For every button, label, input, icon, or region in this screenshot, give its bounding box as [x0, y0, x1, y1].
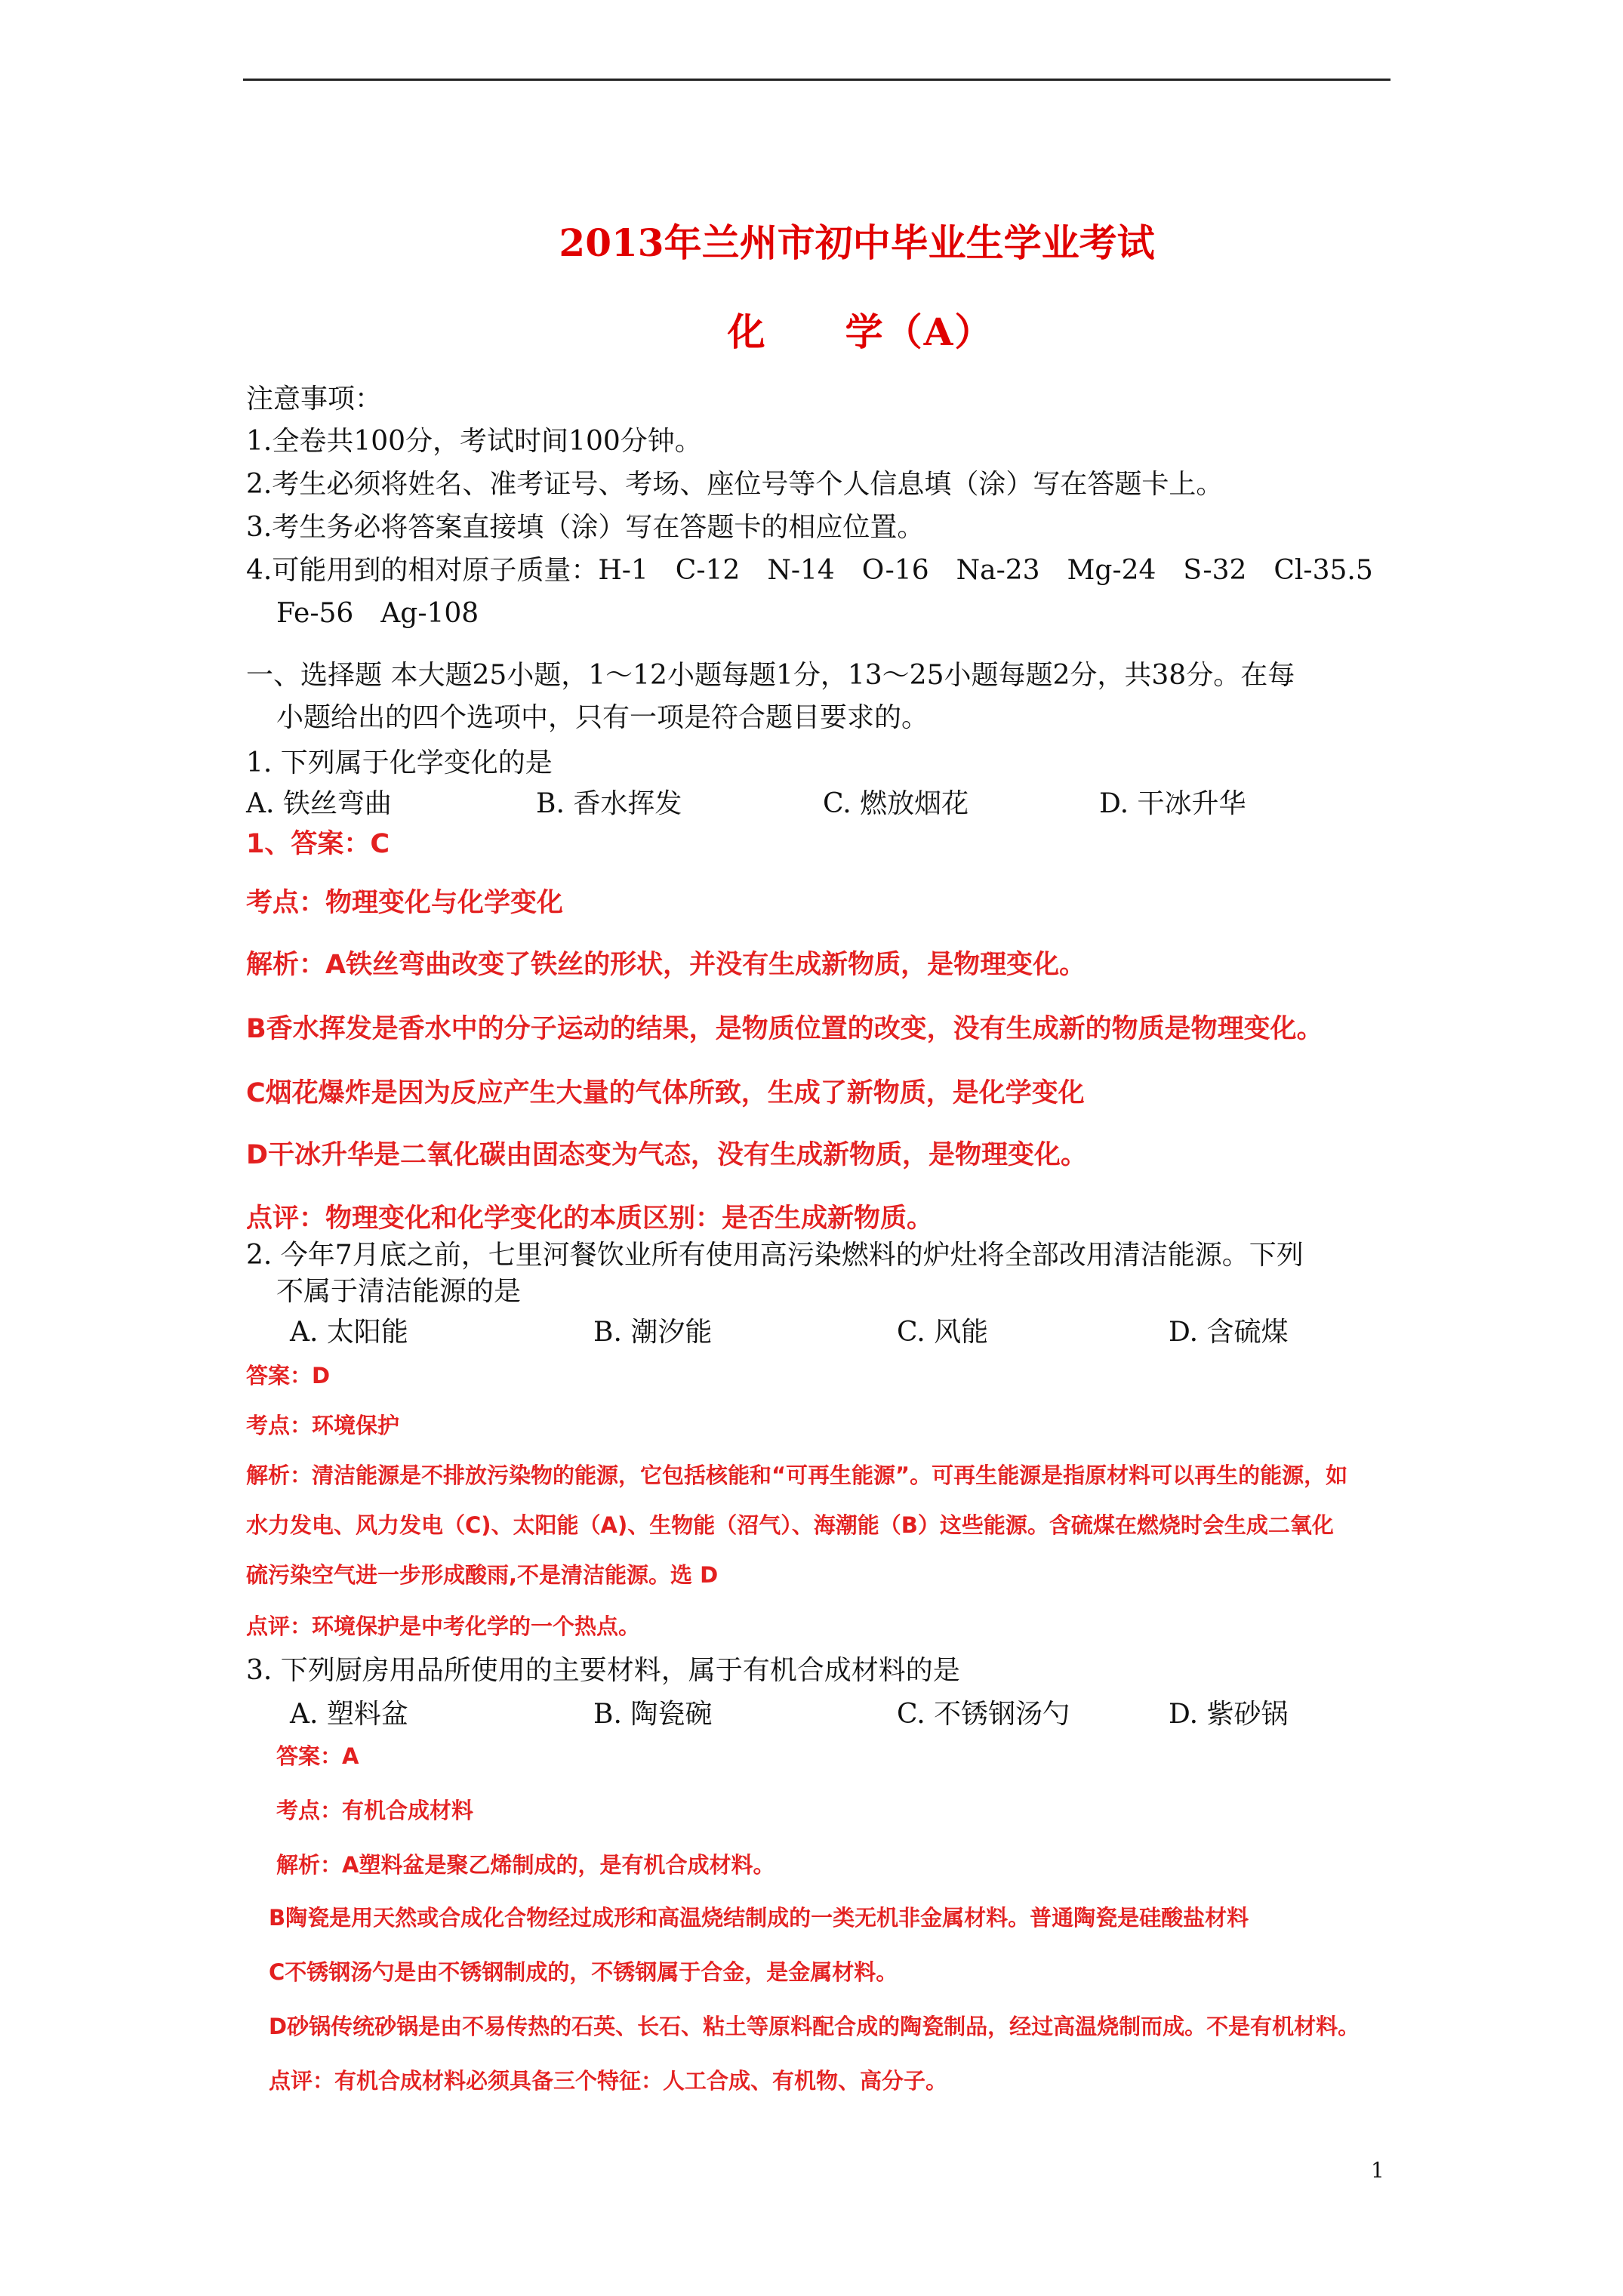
notice-item: 4.可能用到的相对原子质量：H-1 C-12 N-14 O-16 Na-23 Mg-24 S-32 Cl-35.5: [246, 555, 1373, 586]
q2-option-c: C. 风能: [897, 1317, 989, 1348]
notice-item: Fe-56 Ag-108: [276, 598, 479, 629]
q1-analysis: D干冰升华是二氧化碳由固态变为气态，没有生成新物质，是物理变化。: [246, 1140, 1088, 1170]
q2-comment: 点评：环境保护是中考化学的一个热点。: [246, 1613, 641, 1639]
page-number: 1: [1371, 2158, 1384, 2183]
q2-answer: 答案：D: [246, 1363, 331, 1388]
q2-option-b: B. 潮汐能: [593, 1317, 713, 1348]
q1-answer: 1、答案：C: [246, 829, 390, 859]
q2-analysis: 硫污染空气进一步形成酸雨,不是清洁能源。选 D: [246, 1562, 719, 1588]
q3-comment: 点评：有机合成材料必须具备三个特征：人工合成、有机物、高分子。: [269, 2068, 948, 2094]
question-1-stem: 1. 下列属于化学变化的是: [246, 747, 553, 778]
q1-option-b: B. 香水挥发: [536, 788, 682, 819]
q3-option-b: B. 陶瓷碗: [593, 1699, 713, 1730]
q2-analysis: 水力发电、风力发电（C)、太阳能（A)、生物能（沼气）、海潮能（B）这些能源。含硫煤在燃烧时会生成二氧化: [246, 1512, 1334, 1538]
q3-analysis: C不锈钢汤勺是由不锈钢制成的，不锈钢属于合金，是金属材料。: [269, 1959, 898, 1985]
q3-answer: 答案：A: [276, 1743, 359, 1769]
section-heading-cont: 小题给出的四个选项中，只有一项是符合题目要求的。: [276, 702, 929, 733]
exam-title: 2013年兰州市初中毕业生学业考试: [559, 220, 1155, 265]
q2-option-d: D. 含硫煤: [1169, 1317, 1289, 1348]
q3-option-d: D. 紫砂锅: [1169, 1699, 1289, 1730]
q1-analysis: C烟花爆炸是因为反应产生大量的气体所致，生成了新物质，是化学变化: [246, 1078, 1085, 1108]
notice-heading: 注意事项：: [246, 384, 383, 415]
q3-point: 考点：有机合成材料: [276, 1798, 474, 1823]
q2-analysis: 解析：清洁能源是不排放污染物的能源，它包括核能和“可再生能源”。可再生能源是指原材料可以再生的能源，如: [246, 1462, 1348, 1488]
subject-title: 化 学（A）: [727, 310, 994, 354]
q1-option-d: D. 干冰升华: [1099, 788, 1246, 819]
notice-item: 2.考生必须将姓名、准考证号、考场、座位号等个人信息填（涂）写在答题卡上。: [246, 469, 1224, 500]
question-3-stem: 3. 下列厨房用品所使用的主要材料，属于有机合成材料的是: [246, 1655, 960, 1686]
q2-point: 考点：环境保护: [246, 1413, 400, 1438]
q3-analysis: D砂锅传统砂锅是由不易传热的石英、长石、粘土等原料配合成的陶瓷制品，经过高温烧制而成。不是有机材料。: [269, 2014, 1360, 2039]
q2-option-a: A. 太阳能: [290, 1317, 408, 1348]
q3-analysis: 解析：A塑料盆是聚乙烯制成的，是有机合成材料。: [276, 1852, 775, 1878]
q1-option-c: C. 燃放烟花: [823, 788, 969, 819]
question-2-stem: 2. 今年7月底之前，七里河餐饮业所有使用高污染燃料的炉灶将全部改用清洁能源。下列: [246, 1240, 1304, 1271]
q3-option-c: C. 不锈钢汤勺: [897, 1699, 1070, 1730]
notice-item: 1.全卷共100分，考试时间100分钟。: [246, 426, 702, 457]
q1-option-a: A. 铁丝弯曲: [246, 788, 392, 819]
q1-point: 考点：物理变化与化学变化: [246, 888, 564, 918]
q3-option-a: A. 塑料盆: [290, 1699, 408, 1730]
q1-analysis: 解析：A铁丝弯曲改变了铁丝的形状，并没有生成新物质，是物理变化。: [246, 950, 1086, 980]
q1-analysis: B香水挥发是香水中的分子运动的结果，是物质位置的改变，没有生成新的物质是物理变化。: [246, 1014, 1323, 1044]
notice-item: 3.考生务必将答案直接填（涂）写在答题卡的相应位置。: [246, 512, 925, 543]
header-rule: [243, 79, 1390, 81]
section-heading: 一、选择题 本大题25小题，1～12小题每题1分，13～25小题每题2分，共38分。在每: [246, 660, 1295, 691]
q1-comment: 点评：物理变化和化学变化的本质区别：是否生成新物质。: [246, 1203, 934, 1234]
question-2-stem-cont: 不属于清洁能源的是: [276, 1276, 522, 1307]
q3-analysis: B陶瓷是用天然或合成化合物经过成形和高温烧结制成的一类无机非金属材料。普通陶瓷是硅酸盐材料: [269, 1905, 1249, 1931]
